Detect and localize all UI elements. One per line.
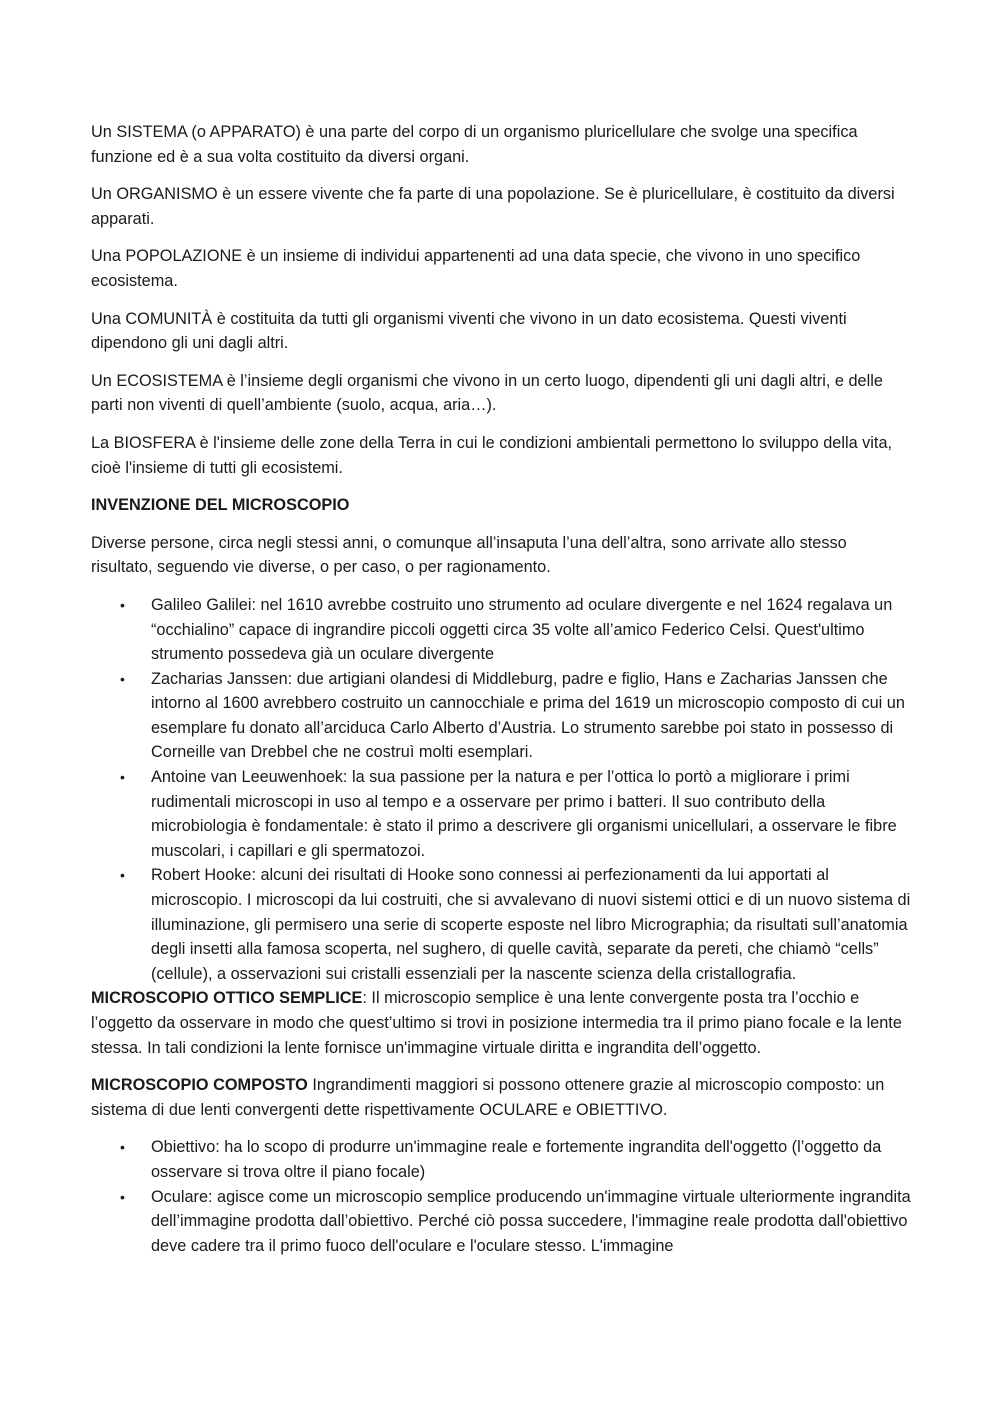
paragraph-invenzione-intro: Diverse persone, circa negli stessi anni, o comunque all’insaputa l’una dell’altra, sono arrivate allo stesso risultato, seguendo vie diverse, o per caso, o per ragionamento. (91, 533, 847, 577)
definition-microscopio-composto: Ingrandimenti maggiori si possono ottenere grazie al microscopio composto: un sistema di due lenti convergenti dette rispettivamente OCULARE e OBIETTIVO. (91, 1076, 885, 1119)
list-item-text: Antoine van Leeuwenhoek: la sua passione per la natura e per l’ottica lo portò a migliorare i primi rudimentali microscopi in uso al tempo e a osservare per primo i batteri. Il suo contributo della microbiologia è fondamentale: è stato il primo a descrivere gli organismi unicellulari, a osservare le fibre muscolari, i capillari e gli spermatozoi. (151, 768, 897, 860)
term-microscopio-composto: MICROSCOPIO COMPOSTO (91, 1076, 308, 1095)
bullet-icon: • (120, 1188, 125, 1205)
list-item (91, 667, 911, 765)
paragraph-microscopio-composto (91, 1073, 911, 1122)
paragraph-sistema: Un SISTEMA (o APPARATO) è una parte del corpo di un organismo pluricellulare che svolge una specifica funzione ed è a sua volta costituito da diversi organi. (91, 123, 858, 166)
definition-microscopio-semplice: : Il microscopio semplice è una lente convergente posta tra l’occhio e l’oggetto da osservare in modo che quest’ultimo si trovi in posizione intermedia tra il primo piano focale e la lente stessa. In tali condizioni la lente fornisce un'immagine virtuale diritta e ingrandita dell’oggetto. (91, 989, 902, 1057)
lenses-list (91, 1135, 911, 1258)
list-item (91, 593, 911, 667)
bullet-icon: • (120, 596, 125, 613)
list-item-text: Zacharias Janssen: due artigiani olandesi di Middleburg, padre e figlio, Hans e Zacharias Janssen che intorno al 1600 avrebbero costruito un cannocchiale e prima del 1619 un microscopio composto di cui un esemplare fu donato all’arciduca Carlo Alberto d’Austria. Lo strumento sarebbe poi stato in possesso di Corneille van Drebbel che ne costruì molti esemplari. (151, 669, 905, 762)
list-item (91, 1185, 911, 1259)
bullet-icon: • (120, 867, 125, 884)
list-item (91, 863, 911, 986)
section-heading-invenzione: INVENZIONE DEL MICROSCOPIO (91, 496, 350, 515)
paragraph-popolazione: Una POPOLAZIONE è un insieme di individui appartenenti ad una data specie, che vivono in uno specifico ecosistema. (91, 247, 861, 290)
list-item-text: Galileo Galilei: nel 1610 avrebbe costruito uno strumento ad oculare divergente e nel 1624 regalava un “occhialino” capace di ingrandire piccoli oggetti circa 35 volte all’amico Federico Celsi. Quest'ultimo strumento possedeva già un oculare divergente (151, 595, 893, 664)
bullet-icon: • (120, 670, 125, 687)
document-page (91, 120, 911, 1258)
list-item-text: Robert Hooke: alcuni dei risultati di Hooke sono connessi ai perfezionamenti da lui apportati al microscopio. I microscopi da lui costruiti, che si avvalevano di nuovi sistemi ottici e di un nuovo sistema di illuminazione, gli permisero una serie di scoperte esposte nel libro Micrographia; da risultati sull’anatomia degli insetti alla famosa scoperta, nel sughero, di quelle cavità, separate da pereti, che chiamò “cells” (cellule), a osservazioni sui cristalli essenziali per la nascente scienza della cristallografia. (151, 866, 911, 983)
term-microscopio-semplice: MICROSCOPIO OTTICO SEMPLICE (91, 989, 363, 1008)
paragraph-organismo: Un ORGANISMO è un essere vivente che fa parte di una popolazione. Se è pluricellulare, è costituito da diversi apparati. (91, 185, 895, 228)
bullet-icon: • (120, 769, 125, 786)
paragraph-comunita: Una COMUNITÀ è costituita da tutti gli organismi viventi che vivono in un dato ecosistema. Questi viventi dipendono gli uni dagli altri. (91, 309, 847, 353)
list-item-text: Obiettivo: ha lo scopo di produrre un'immagine reale e fortemente ingrandita dell'oggetto (l’oggetto da osservare si trova oltre il piano focale) (151, 1138, 882, 1181)
inventors-list (91, 593, 911, 987)
list-item-text: Oculare: agisce come un microscopio semplice producendo un'immagine virtuale ulteriormente ingrandita dell’immagine prodotta dall’obiettivo. Perché ciò possa succedere, l'immagine reale prodotta dall'obiettivo deve cadere tra il primo fuoco dell'oculare e l'oculare stesso. L'immagine (151, 1187, 911, 1255)
paragraph-microscopio-semplice (91, 986, 911, 1060)
bullet-icon: • (120, 1139, 125, 1156)
paragraph-biosfera: La BIOSFERA è l'insieme delle zone della Terra in cui le condizioni ambientali permettono lo sviluppo della vita, cioè l'insieme di tutti gli ecosistemi. (91, 433, 893, 477)
list-item (91, 1135, 911, 1184)
list-item (91, 765, 911, 863)
paragraph-ecosistema: Un ECOSISTEMA è l’insieme degli organismi che vivono in un certo luogo, dipendenti gli uni dagli altri, e delle parti non viventi di quell’ambiente (suolo, acqua, aria…). (91, 371, 883, 415)
